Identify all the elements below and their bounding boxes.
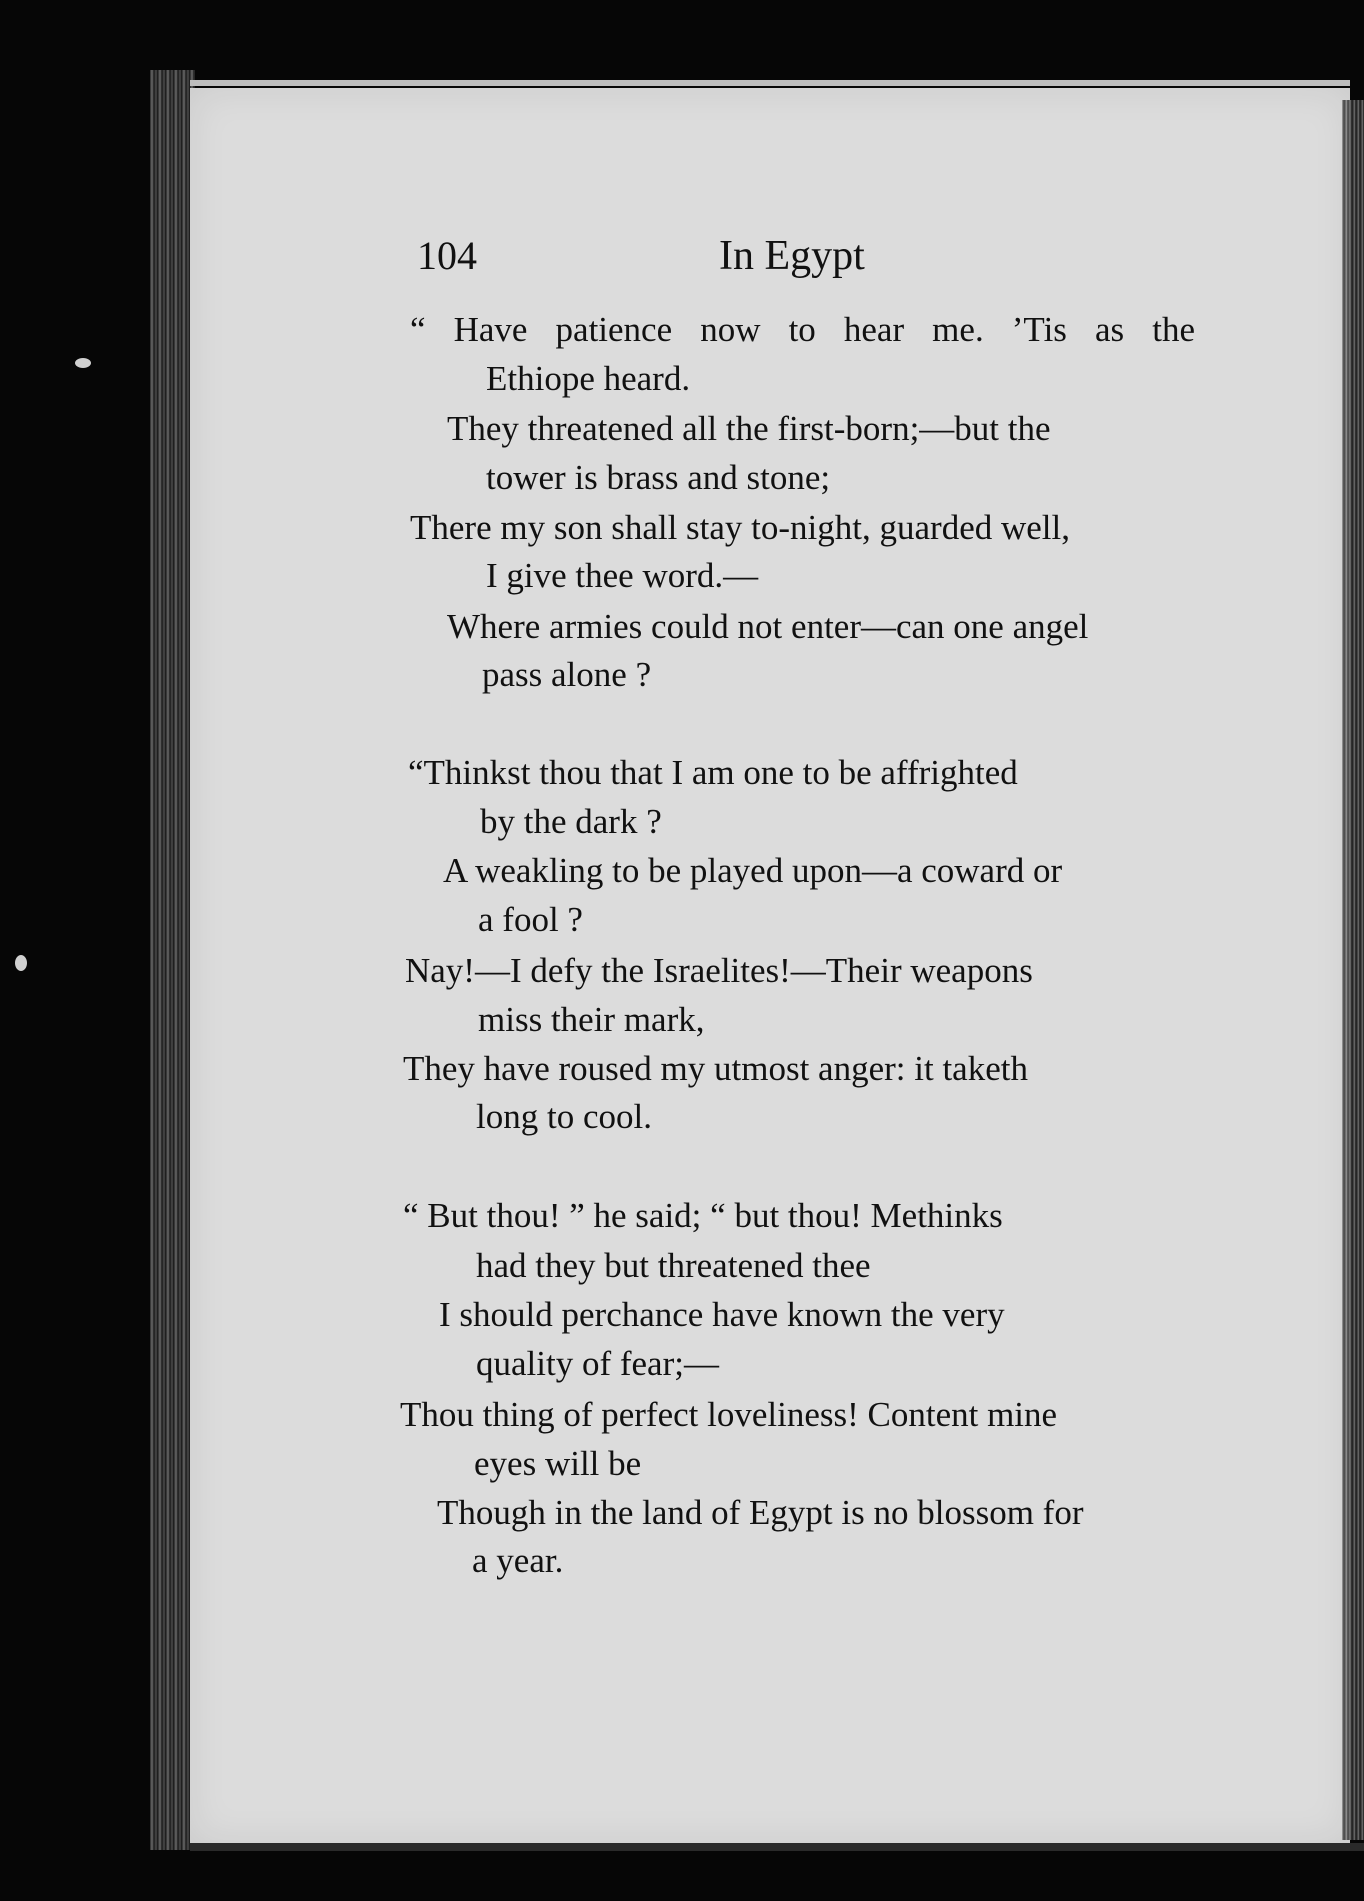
poem-line: tower is brass and stone;: [486, 458, 831, 497]
page-number: 104: [417, 233, 477, 278]
poem-line: They have roused my utmost anger: it taketh: [403, 1049, 1028, 1088]
poem-line: “ But thou! ” he said; “ but thou! Methinks: [403, 1196, 1003, 1235]
poem-line: quality of fear;—: [476, 1344, 719, 1383]
poem-line: A weakling to be played upon—a coward or: [443, 851, 1063, 890]
poem-line: Thou thing of perfect loveliness! Content mine: [400, 1395, 1058, 1434]
poem-line: had they but threatened thee: [476, 1246, 871, 1285]
poem-line: eyes will be: [474, 1444, 642, 1483]
poem-line: Though in the land of Egypt is no blossom for: [437, 1493, 1084, 1532]
poem-line: by the dark ?: [480, 802, 662, 841]
poem-line: Where armies could not enter—can one angel: [447, 607, 1089, 646]
poem-line: There my son shall stay to-night, guarded well,: [410, 508, 1070, 547]
poem-line: pass alone ?: [482, 655, 652, 694]
poem-line: I should perchance have known the very: [439, 1295, 1005, 1334]
poem-line: a year.: [472, 1541, 564, 1580]
poem-line: Nay!—I defy the Israelites!—Their weapons: [405, 951, 1033, 990]
running-title: In Egypt: [719, 233, 865, 279]
poem-line: Ethiope heard.: [486, 359, 691, 398]
poem-line: miss their mark,: [478, 1000, 705, 1039]
poem-line: “Thinkst thou that I am one to be affrighted: [408, 753, 1018, 792]
poem-line: long to cool.: [476, 1097, 652, 1136]
poem-line: a fool ?: [478, 900, 583, 939]
poem-line: “ Have patience now to hear me. ’Tis as the: [410, 310, 1195, 349]
poem-line: I give thee word.—: [486, 556, 759, 595]
poem-line: They threatened all the first-born;—but the: [447, 409, 1051, 448]
